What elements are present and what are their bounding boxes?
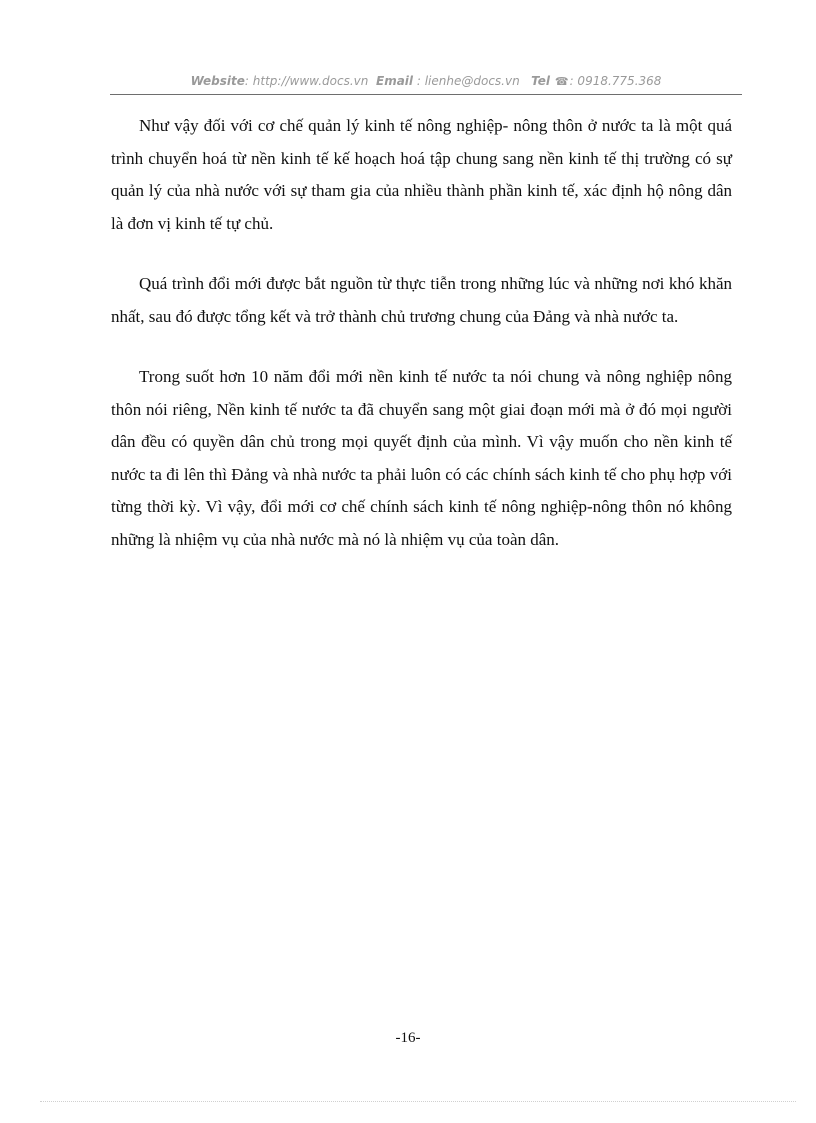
email-label: Email <box>376 74 414 88</box>
document-body <box>111 110 732 584</box>
website-label: Website <box>190 74 245 88</box>
footer-divider <box>40 1101 796 1102</box>
paragraph: Như vậy đối với cơ chế quản lý kinh tế nông nghiệp- nông thôn ở nước ta là một quá trình chuyển hoá từ nền kinh tế kế hoạch hoá tập chung sang nền kinh tế thị trường có sự quản lý của nhà nước với sự tham gia của nhiều thành phần kinh tế, xác định hộ nông dân là đơn vị kinh tế tự chủ. <box>111 116 732 233</box>
tel-label: Tel <box>531 74 551 88</box>
page-header <box>110 72 742 95</box>
email-value: : lienhe@docs.vn <box>416 74 520 88</box>
page-number: -16- <box>395 1030 421 1046</box>
website-value: : http://www.docs.vn <box>244 74 369 88</box>
phone-icon: ☎ <box>554 75 569 88</box>
paragraph: Quá trình đổi mới được bắt nguồn từ thực tiễn trong những lúc và những nơi khó khăn nhất, sau đó được tổng kết và trở thành chủ trương chung của Đảng và nhà nước ta. <box>111 274 732 326</box>
tel-value: : 0918.775.368 <box>569 74 662 88</box>
paragraph: Trong suốt hơn 10 năm đổi mới nền kinh tế nước ta nói chung và nông nghiệp nông thôn nói riêng, Nền kinh tế nước ta đã chuyển sang một giai đoạn mới mà ở đó mọi người dân đều có quyền dân chủ trong mọi quyết định của mình. Vì vậy muốn cho nền kinh tế nước ta đi lên thì Đảng và nhà nước ta phải luôn có các chính sách kinh tế cho phụ hợp với từng thời kỳ. Vì vậy, đổi mới cơ chế chính sách kinh tế nông nghiệp-nông thôn nó không những là nhiệm vụ của nhà nước mà nó là nhiệm vụ của toàn dân. <box>111 367 732 549</box>
